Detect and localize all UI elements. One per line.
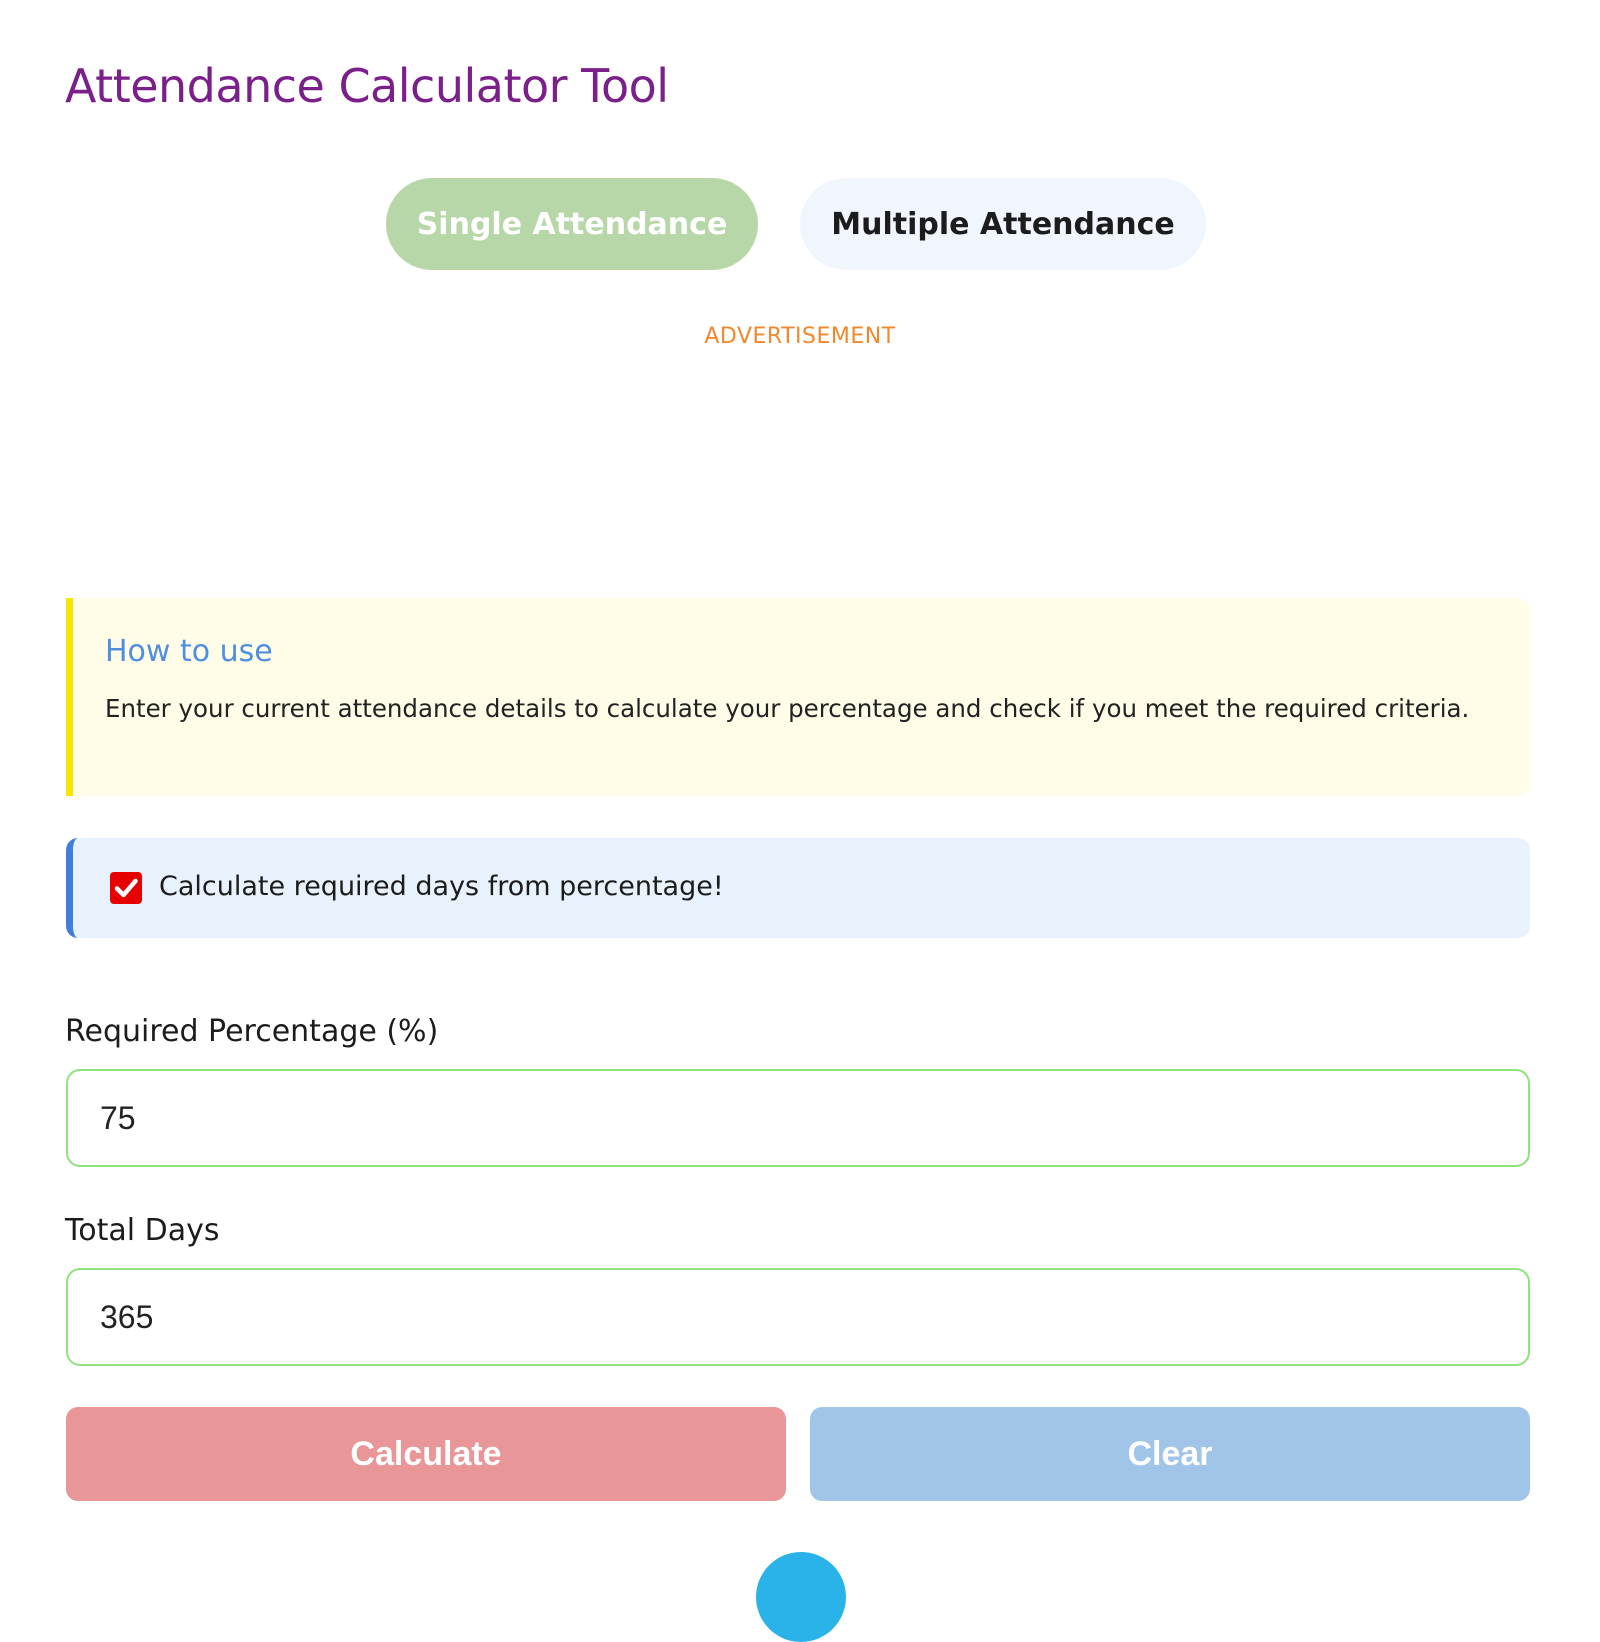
tab-multiple-attendance[interactable]: Multiple Attendance <box>800 178 1206 270</box>
how-to-use-box <box>66 598 1530 796</box>
advertisement-label: ADVERTISEMENT <box>704 324 896 349</box>
total-days-input[interactable] <box>66 1268 1530 1366</box>
calculate-required-days-label: Calculate required days from percentage! <box>159 871 724 902</box>
required-percentage-label: Required Percentage (%) <box>65 1014 439 1049</box>
page-title: Attendance Calculator Tool <box>65 59 669 113</box>
total-days-label: Total Days <box>65 1213 220 1248</box>
mode-tabs <box>0 178 1600 270</box>
calculate-required-days-checkbox[interactable] <box>110 872 142 904</box>
tab-single-attendance[interactable]: Single Attendance <box>386 178 758 270</box>
checkmark-icon <box>110 872 142 904</box>
how-to-use-text: Enter your current attendance details to calculate your percentage and check if you meet the required criteria. <box>105 694 1470 723</box>
required-percentage-input[interactable] <box>66 1069 1530 1167</box>
clear-button[interactable]: Clear <box>810 1407 1530 1501</box>
calculate-button[interactable]: Calculate <box>66 1407 786 1501</box>
calculate-required-days-option <box>66 838 1530 938</box>
how-to-use-title: How to use <box>105 634 273 669</box>
scroll-to-top-button[interactable] <box>756 1552 846 1642</box>
